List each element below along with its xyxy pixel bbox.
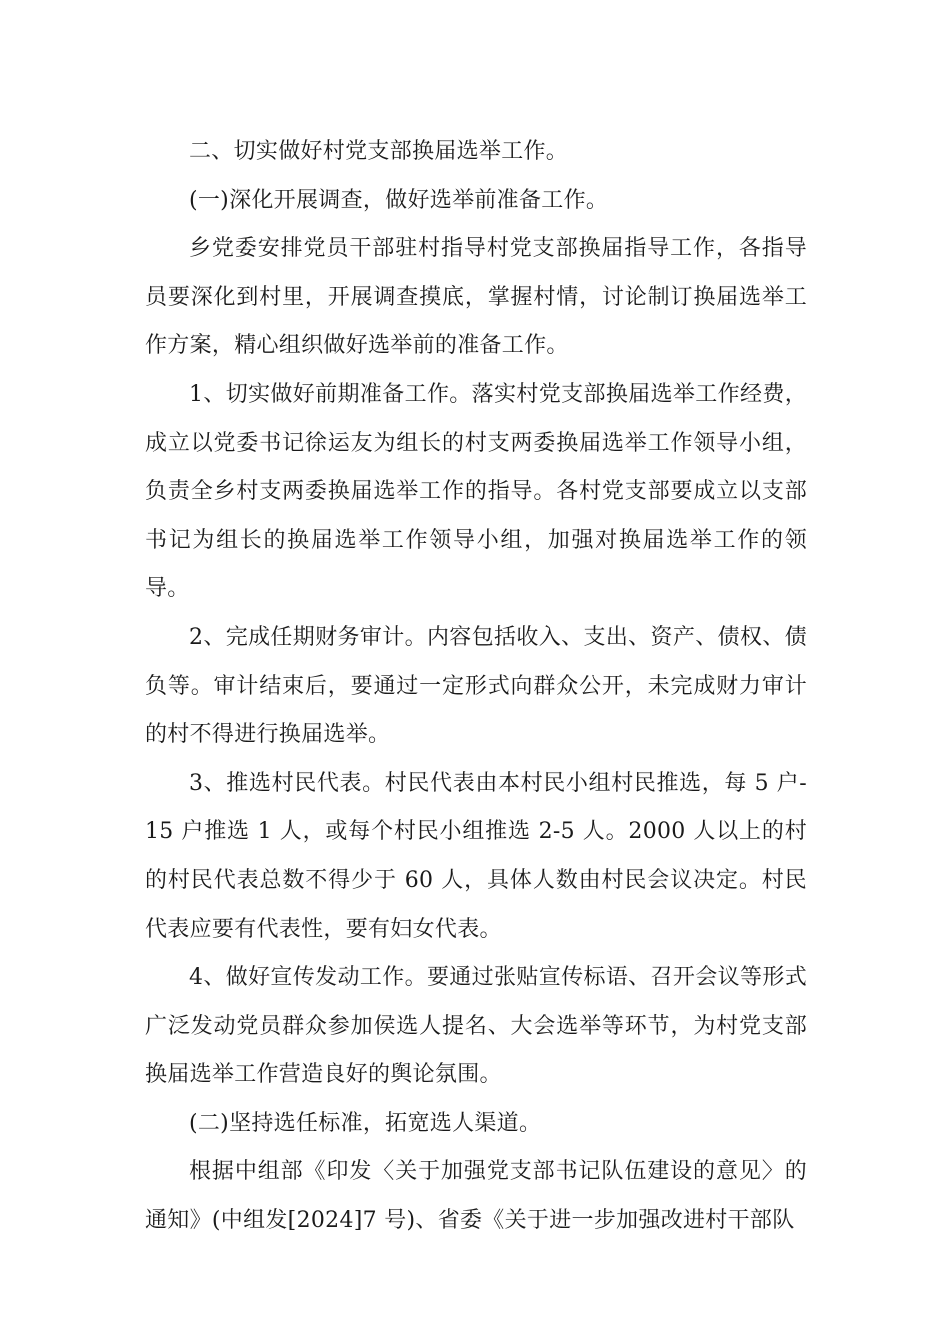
body-paragraph: 根据中组部《印发〈关于加强党支部书记队伍建设的意见〉的通知》(中组发[2024]7 号)、省委《关于进一步加强改进村干部队 xyxy=(145,1159,807,1234)
numbered-item: 4、做好宣传发动工作。要通过张贴宣传标语、召开会议等形式广泛发动党员群众参加侯选人提名、大会选举等环节，为村党支部换届选举工作营造良好的舆论氛围。 xyxy=(145,965,807,1088)
section-heading: 二、切实做好村党支部换届选举工作。 xyxy=(189,139,569,164)
document-body xyxy=(145,128,807,1246)
body-paragraph: 乡党委安排党员干部驻村指导村党支部换届指导工作，各指导员要深化到村里，开展调查摸底，掌握村情，讨论制订换届选举工作方案，精心组织做好选举前的准备工作。 xyxy=(145,236,807,359)
numbered-item: 2、完成任期财务审计。内容包括收入、支出、资产、债权、债负等。审计结束后，要通过一定形式向群众公开，未完成财力审计的村不得进行换届选举。 xyxy=(145,624,807,748)
numbered-item: 3、推选村民代表。村民代表由本村民小组村民推选，每 5 户-15 户推选 1 人，或每个村民小组推选 2-5 人。2000 人以上的村的村民代表总数不得少于 60 人，具体人数由村民会议决定。村民代表应要有代表性，要有妇女代表。 xyxy=(145,770,807,942)
numbered-item: 1、切实做好前期准备工作。落实村党支部换届选举工作经费，成立以党委书记徐运友为组长的村支两委换届选举工作领导小组，负责全乡村支两委换届选举工作的指导。各村党支部要成立以支部书记为组长的换届选举工作领导小组，加强对换届选举工作的领导。 xyxy=(145,381,807,602)
subsection-heading: (二)坚持选任标准，拓宽选人渠道。 xyxy=(189,1110,542,1136)
subsection-heading: (一)深化开展调查，做好选举前准备工作。 xyxy=(189,187,609,213)
